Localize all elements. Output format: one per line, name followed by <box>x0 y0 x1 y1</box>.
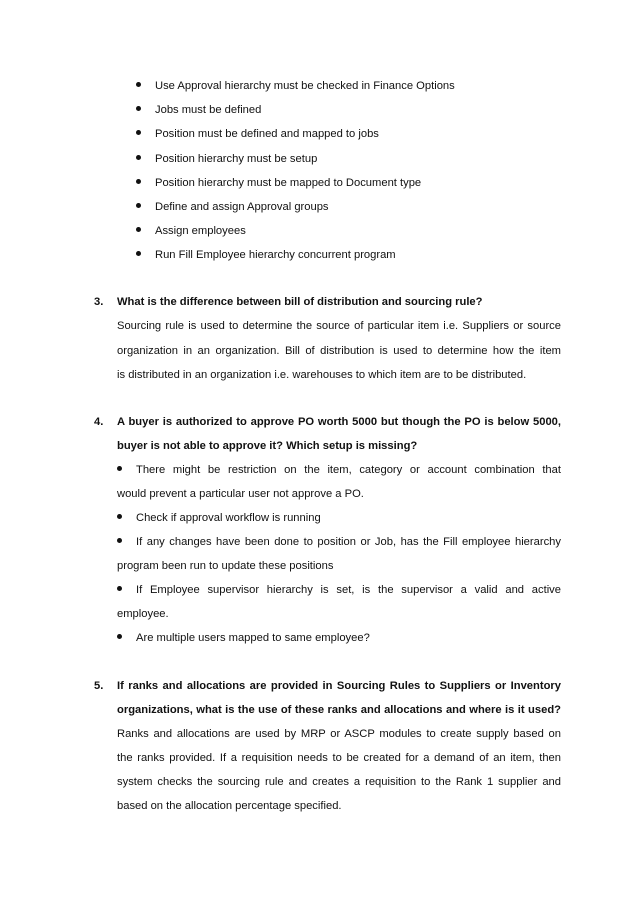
question-number: 5. <box>94 680 104 692</box>
bullet-icon <box>136 203 141 208</box>
bullet-icon <box>117 466 122 471</box>
bullet-icon <box>136 130 141 135</box>
bullet-icon <box>117 538 122 543</box>
list-item: Jobs must be defined <box>136 104 261 116</box>
bullet-icon <box>136 106 141 111</box>
bullet-icon <box>136 179 141 184</box>
list-item: If any changes have been done to position or Job, has the Fill employee hierarchy <box>117 536 561 548</box>
list-item: Assign employees <box>136 225 246 237</box>
answer-line: system checks the sourcing rule and creates a requisition to the Rank 1 supplier and <box>117 776 561 788</box>
list-item-continuation: employee. <box>117 608 169 620</box>
bullet-icon <box>136 155 141 160</box>
list-item: Check if approval workflow is running <box>117 512 561 524</box>
question-number: 4. <box>94 416 104 428</box>
question-heading: What is the difference between bill of distribution and sourcing rule? <box>117 296 483 308</box>
list-item: If Employee supervisor hierarchy is set, is the supervisor a valid and active <box>117 584 561 596</box>
question-number: 3. <box>94 296 104 308</box>
answer-line: Sourcing rule is used to determine the source of particular item i.e. Suppliers or source <box>117 320 561 332</box>
bullet-icon <box>117 634 122 639</box>
bullet-icon <box>117 514 122 519</box>
list-item: There might be restriction on the item, category or account combination that <box>117 464 561 476</box>
answer-line: the ranks provided. If a requisition needs to be created for a demand of an item, then <box>117 752 561 764</box>
list-item: Use Approval hierarchy must be checked in Finance Options <box>136 80 455 92</box>
bullet-icon <box>136 82 141 87</box>
answer-line: Ranks and allocations are used by MRP or ASCP modules to create supply based on <box>117 728 561 740</box>
list-item: Define and assign Approval groups <box>136 201 329 213</box>
list-item: Run Fill Employee hierarchy concurrent program <box>136 249 396 261</box>
bullet-icon <box>136 251 141 256</box>
list-item: Position hierarchy must be setup <box>136 153 317 165</box>
list-item: Position hierarchy must be mapped to Document type <box>136 177 421 189</box>
list-item-continuation: program been run to update these positions <box>117 560 334 572</box>
answer-line: organization in an organization. Bill of distribution is used to determine how the item <box>117 345 561 357</box>
list-item: Are multiple users mapped to same employee? <box>117 632 561 644</box>
question-heading: buyer is not able to approve it? Which setup is missing? <box>117 440 418 452</box>
list-item: Position must be defined and mapped to jobs <box>136 128 379 140</box>
bullet-icon <box>117 586 122 591</box>
answer-line: is distributed in an organization i.e. warehouses to which item are to be distributed. <box>117 369 527 381</box>
question-heading: If ranks and allocations are provided in Sourcing Rules to Suppliers or Inventory <box>117 680 561 692</box>
answer-line: based on the allocation percentage specified. <box>117 800 342 812</box>
question-heading: A buyer is authorized to approve PO worth 5000 but though the PO is below 5000, <box>117 416 561 428</box>
bullet-icon <box>136 227 141 232</box>
question-heading: organizations, what is the use of these ranks and allocations and where is it used? <box>117 704 561 716</box>
list-item-continuation: would prevent a particular user not approve a PO. <box>117 488 364 500</box>
